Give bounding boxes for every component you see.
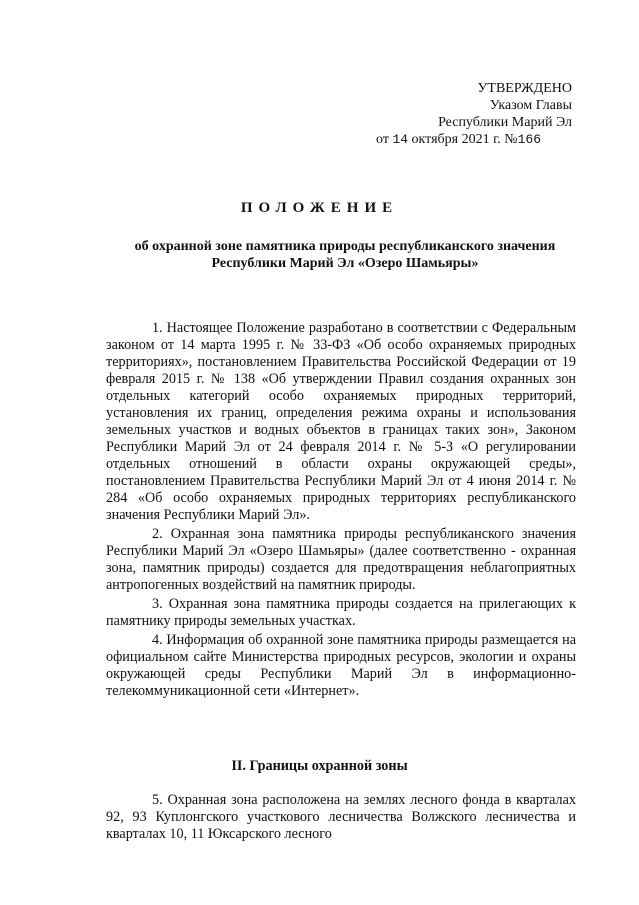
approval-number: 166: [517, 132, 542, 147]
approval-title: УТВЕРЖДЕНО: [477, 81, 572, 96]
paragraph-2: 2. Охранная зона памятника природы республиканского значения Республики Марий Эл «Озеро Шамьяры» (далее соответственно - охранная зона, памятник природы) создается для предотвращения неблагоприятных антропогенных воздействий на памятник природы.: [106, 526, 576, 593]
paragraph-1: 1. Настоящее Положение разработано в соответствии с Федеральным законом от 14 марта 1995 г. № 33-ФЗ «Об особо охраняемых природных территориях», постановлением Правительства Российской Федерации от 19 февраля 2015 г. № 138 «Об утверждении Правил создания охранных зон отдельных категорий особо охраняемых природных территорий, установления их границ, определения режима охраны и использования земельных участков и водных объектов в границах таких зон», Законом Республики Марий Эл от 24 февраля 2014 г. № 5-З «О регулировании отдельных отношений в области охраны окружающей среды», постановлением Правительства Республики Марий Эл от 4 июня 2014 г. № 284 «Об особо охраняемых природных территориях республиканского значения Республики Марий Эл».: [106, 320, 576, 523]
subtitle-line-2: Республики Марий Эл «Озеро Шамьяры»: [211, 256, 479, 271]
document-subtitle: [100, 238, 590, 272]
approval-date-line: [372, 131, 572, 148]
paragraph-4: 4. Информация об охранной зоне памятника природы размещается на официальном сайте Министерства природных ресурсов, экологии и охраны окружающей среды Республики Марий Эл в информационно-телекоммуникационной сети «Интернет».: [106, 632, 576, 699]
approval-decree: Указом Главы: [489, 98, 572, 113]
approval-date-prefix: от: [376, 132, 389, 147]
approval-date-rest: октября 2021 г. №: [411, 132, 518, 147]
approval-republic: Республики Марий Эл: [438, 115, 572, 130]
paragraph-5: 5. Охранная зона расположена на землях лесного фонда в кварталах 92, 93 Куплонгского участкового лесничества Волжского лесничества и кварталах 10, 11 Юксарского лесного: [106, 792, 576, 842]
approval-date-day: 14: [392, 132, 409, 147]
document-title: ПОЛОЖЕНИЕ: [240, 200, 399, 216]
section-1-body: [106, 320, 576, 700]
section-2-body: [106, 792, 576, 843]
approval-stamp: [372, 80, 572, 148]
section-2-heading: II. Границы охранной зоны: [231, 758, 408, 774]
subtitle-line-1: об охранной зоне памятника природы республиканского значения: [134, 239, 556, 254]
paragraph-3: 3. Охранная зона памятника природы создается на прилегающих к памятнику природы земельных участках.: [106, 596, 576, 629]
